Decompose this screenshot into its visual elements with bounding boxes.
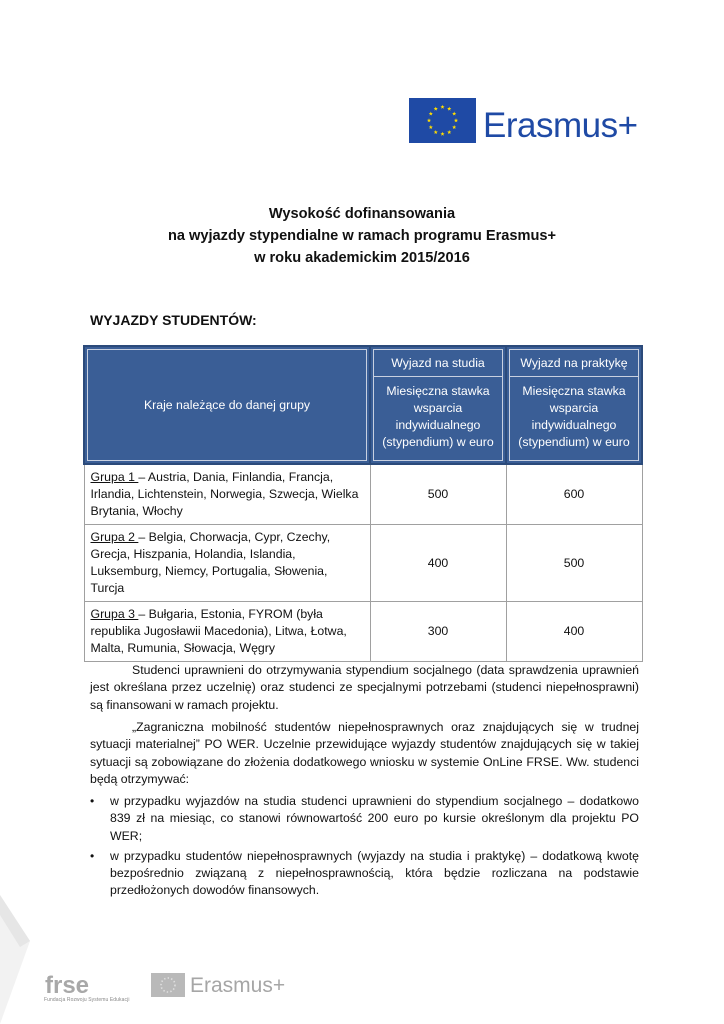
group-countries: – Bułgaria, Estonia, FYROM (była republika Jugosławii Macedonia), Litwa, Łotwa, Malta, Rumunia, Słowacja, Węgry: [90, 607, 347, 655]
list-item: [90, 848, 639, 900]
group-cell: [84, 602, 370, 662]
grant-table: [83, 345, 643, 662]
eu-star-icon: [440, 105, 444, 109]
table-row: [84, 464, 642, 525]
table-row: [84, 602, 642, 662]
header-studia-subtitle: Miesięczna stawka wsparcia indywidualnego (stypendium) w euro: [382, 383, 494, 449]
paragraph-1: Studenci uprawnieni do otrzymywania stypendium socjalnego (data sprawdzenia uprawnień jest określana przez uczelnię) oraz studenci ze specjalnymi potrzebami (studenci niepełnosprawni) są finansowani w ramach projektu.: [90, 663, 639, 712]
eu-star-icon: [427, 118, 431, 122]
bullet-dot-icon: •: [90, 848, 95, 863]
eu-star-icon: [452, 112, 456, 116]
eu-star-icon: [447, 107, 451, 111]
header-studia-title: Wyjazd na studia: [374, 352, 502, 377]
group-cell: [84, 464, 370, 525]
table-header-row: [84, 346, 642, 464]
footer-eu-flag-icon: [151, 973, 185, 997]
group-name: Grupa 3: [90, 607, 139, 621]
eu-star-icon: [447, 130, 451, 134]
title-line-3: w roku akademickim 2015/2016: [254, 250, 470, 266]
footer-erasmus-logo-text: Erasmus+: [190, 974, 286, 997]
list-item: [90, 793, 639, 845]
value-studia: 500: [370, 464, 506, 525]
eu-star-icon: [452, 125, 456, 129]
eu-star-icon: [440, 132, 444, 136]
group-cell: [84, 525, 370, 602]
frse-logo-icon: [44, 973, 116, 997]
header-countries-label: Kraje należące do danej grupy: [143, 397, 311, 412]
paragraph-2: „Zagraniczna mobilność studentów niepełnosprawnych oraz znajdujących się w trudnej sytuacji materialnej” PO WER. Uczelnie przewidujące wyjazdy studentów znajdujących się w takiej sytuacji są zobowiązane do złożenia dodatkowego wniosku w systemie OnLine FRSE. Ww. studenci będą otrzymywać:: [90, 720, 639, 786]
section-heading: WYJAZDY STUDENTÓW:: [90, 312, 257, 328]
list-item-text: w przypadku studentów niepełnosprawnych (wyjazdy na studia i praktykę) – dodatkową kwotę bezpośrednio związaną z niepełnosprawnością, która będzie rozliczana na podstawie przedłożonych dowodów finansowych.: [110, 848, 639, 898]
title-line-1: Wysokość dofinansowania: [268, 206, 456, 222]
value-praktyka: 400: [506, 602, 642, 662]
table-row: [84, 525, 642, 602]
header-countries: [84, 346, 370, 464]
header-praktyka: [506, 346, 642, 464]
value-studia: 400: [370, 525, 506, 602]
header-studia: [370, 346, 506, 464]
eu-star-icon: [429, 125, 433, 129]
title-line-2: na wyjazdy stypendialne w ramach programu Erasmus+: [167, 228, 557, 244]
value-praktyka: 500: [506, 525, 642, 602]
value-studia: 300: [370, 602, 506, 662]
bullet-dot-icon: •: [90, 794, 95, 808]
bullet-list: [90, 793, 639, 903]
eu-star-icon: [429, 112, 433, 116]
group-name: Grupa 1: [90, 470, 139, 484]
corner-decoration: [0, 895, 36, 1024]
frse-caption: Fundacja Rozwoju Systemu Edukacji: [44, 997, 130, 1003]
eu-star-icon: [454, 118, 458, 122]
frse-logo-text: frse: [45, 973, 90, 997]
eu-flag-icon: [409, 98, 476, 143]
eu-stars: [409, 98, 476, 143]
group-name: Grupa 2: [90, 530, 139, 544]
header-praktyka-subtitle: Miesięczna stawka wsparcia indywidualnego (stypendium) w euro: [518, 383, 630, 449]
document-title: [0, 203, 724, 269]
group-countries: – Austria, Dania, Finlandia, Francja, Irlandia, Lichtenstein, Norwegia, Szwecja, Wielka Brytania, Włochy: [90, 470, 359, 518]
eu-star-icon: [434, 107, 438, 111]
eu-star-icon: [434, 130, 438, 134]
list-item-text: w przypadku wyjazdów na studia studenci uprawnieni do stypendium socjalnego – dodatkowo 839 zł na miesiąc, co stanowi równowartość 200 euro po kursie określonym dla projektu PO WER;: [110, 794, 639, 843]
value-praktyka: 600: [506, 464, 642, 525]
group-countries: – Belgia, Chorwacja, Cypr, Czechy, Grecja, Hiszpania, Holandia, Islandia, Luksemburg, Niemcy, Portugalia, Słowenia, Turcja: [90, 530, 331, 595]
erasmus-logo-text: Erasmus+: [483, 106, 638, 145]
header-praktyka-title: Wyjazd na praktykę: [510, 352, 638, 377]
